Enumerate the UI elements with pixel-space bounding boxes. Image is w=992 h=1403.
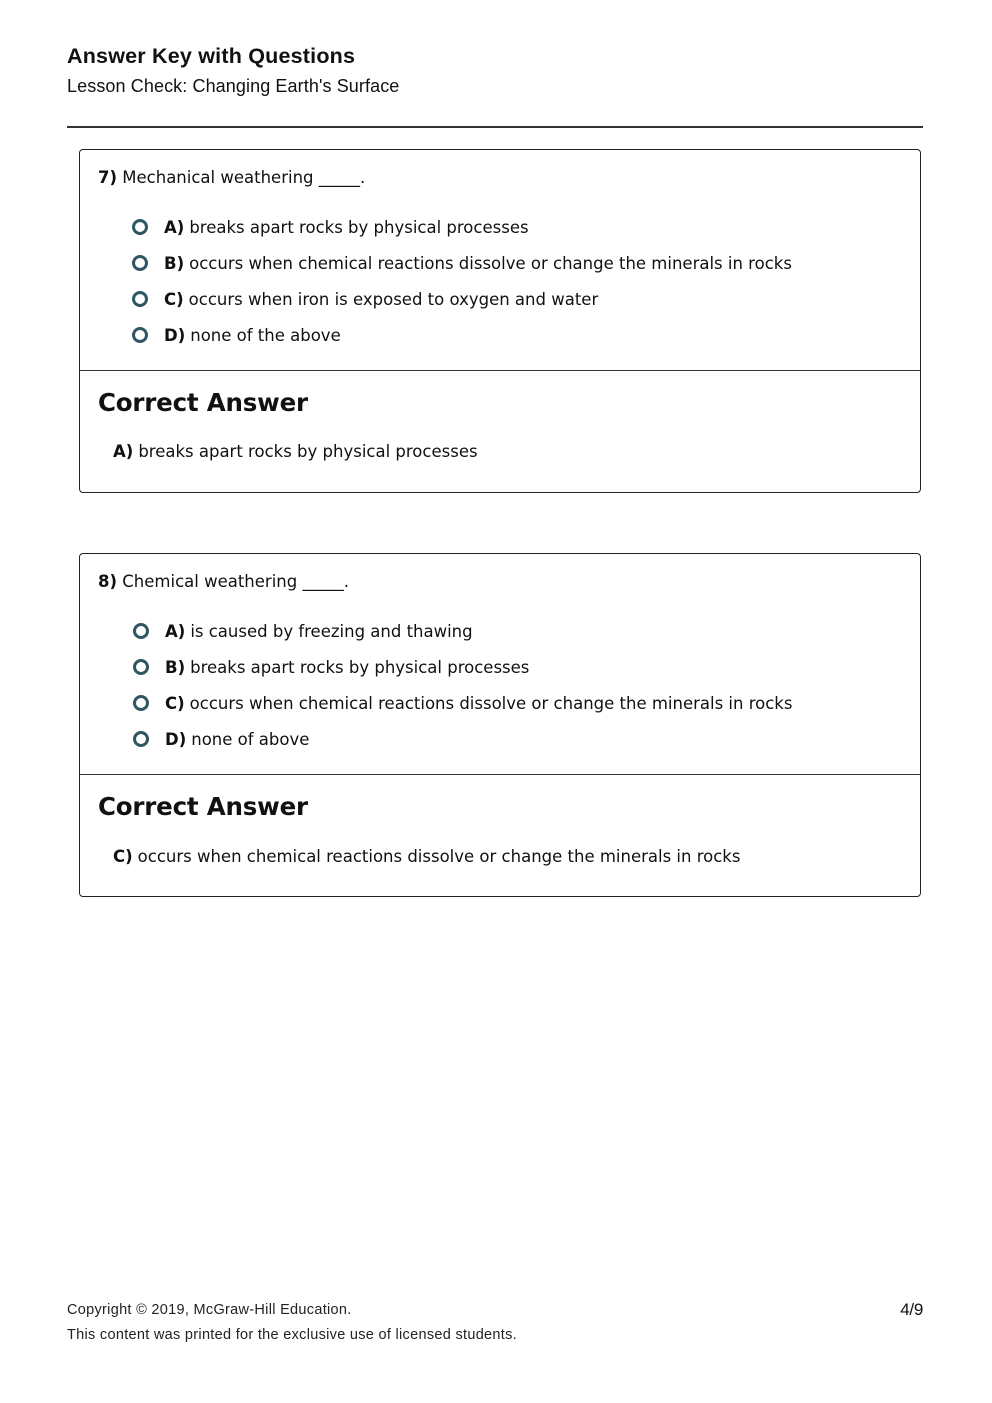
correct-answer-text: occurs when chemical reactions dissolve or change the minerals in rocks [137, 847, 741, 866]
option-text: breaks apart rocks by physical processes [189, 217, 529, 237]
answer-divider [80, 370, 920, 371]
answer-divider [80, 774, 920, 775]
radio-unselected-icon[interactable] [132, 219, 148, 235]
option-text: occurs when chemical reactions dissolve or change the minerals in rocks [189, 693, 793, 713]
radio-unselected-icon[interactable] [133, 659, 149, 675]
option-text: none of above [191, 729, 310, 749]
correct-answer-letter: A) [113, 442, 134, 461]
option-text: occurs when chemical reactions dissolve or change the minerals in rocks [189, 253, 792, 273]
correct-answer-text: breaks apart rocks by physical processes [138, 442, 478, 461]
correct-answer-letter: C) [113, 847, 133, 866]
option-c[interactable] [133, 685, 792, 721]
radio-unselected-icon[interactable] [133, 695, 149, 711]
answer-options [132, 209, 792, 353]
option-d[interactable] [133, 721, 792, 757]
question-stem [98, 571, 349, 593]
header-divider [67, 126, 923, 128]
page-footer [67, 1300, 923, 1350]
option-b[interactable] [132, 245, 792, 281]
option-a[interactable] [132, 209, 792, 245]
question-text: Chemical weathering _____. [122, 572, 349, 591]
correct-answer [113, 846, 740, 868]
answer-options [133, 613, 792, 757]
correct-answer [113, 441, 478, 463]
question-card-7 [79, 149, 921, 493]
option-a[interactable] [133, 613, 792, 649]
radio-unselected-icon[interactable] [132, 291, 148, 307]
option-letter: D) [164, 325, 186, 345]
question-stem [98, 167, 365, 189]
option-d[interactable] [132, 317, 792, 353]
lesson-subtitle: Lesson Check: Changing Earth's Surface [67, 76, 400, 96]
option-letter: C) [165, 693, 185, 713]
question-number: 7) [98, 168, 118, 187]
option-letter: A) [164, 217, 185, 237]
option-text: is caused by freezing and thawing [190, 621, 473, 641]
option-letter: D) [165, 729, 187, 749]
option-letter: A) [165, 621, 186, 641]
option-letter: C) [164, 289, 184, 309]
question-card-8 [79, 553, 921, 897]
page-header [67, 41, 923, 98]
option-b[interactable] [133, 649, 792, 685]
radio-unselected-icon[interactable] [133, 623, 149, 639]
document-title: Answer Key with Questions [67, 44, 356, 68]
radio-unselected-icon[interactable] [132, 327, 148, 343]
copyright-text: Copyright © 2019, McGraw-Hill Education. [67, 1302, 352, 1318]
correct-answer-heading: Correct Answer [98, 792, 308, 821]
question-number: 8) [98, 572, 118, 591]
option-text: none of the above [190, 325, 341, 345]
license-notice: This content was printed for the exclusive use of licensed students. [67, 1327, 517, 1343]
correct-answer-heading: Correct Answer [98, 388, 308, 417]
option-letter: B) [164, 253, 185, 273]
page-number: 4/9 [900, 1300, 923, 1319]
option-letter: B) [165, 657, 186, 677]
option-text: occurs when iron is exposed to oxygen and water [188, 289, 599, 309]
radio-unselected-icon[interactable] [132, 255, 148, 271]
option-c[interactable] [132, 281, 792, 317]
option-text: breaks apart rocks by physical processes [190, 657, 530, 677]
radio-unselected-icon[interactable] [133, 731, 149, 747]
question-text: Mechanical weathering _____. [122, 168, 366, 187]
